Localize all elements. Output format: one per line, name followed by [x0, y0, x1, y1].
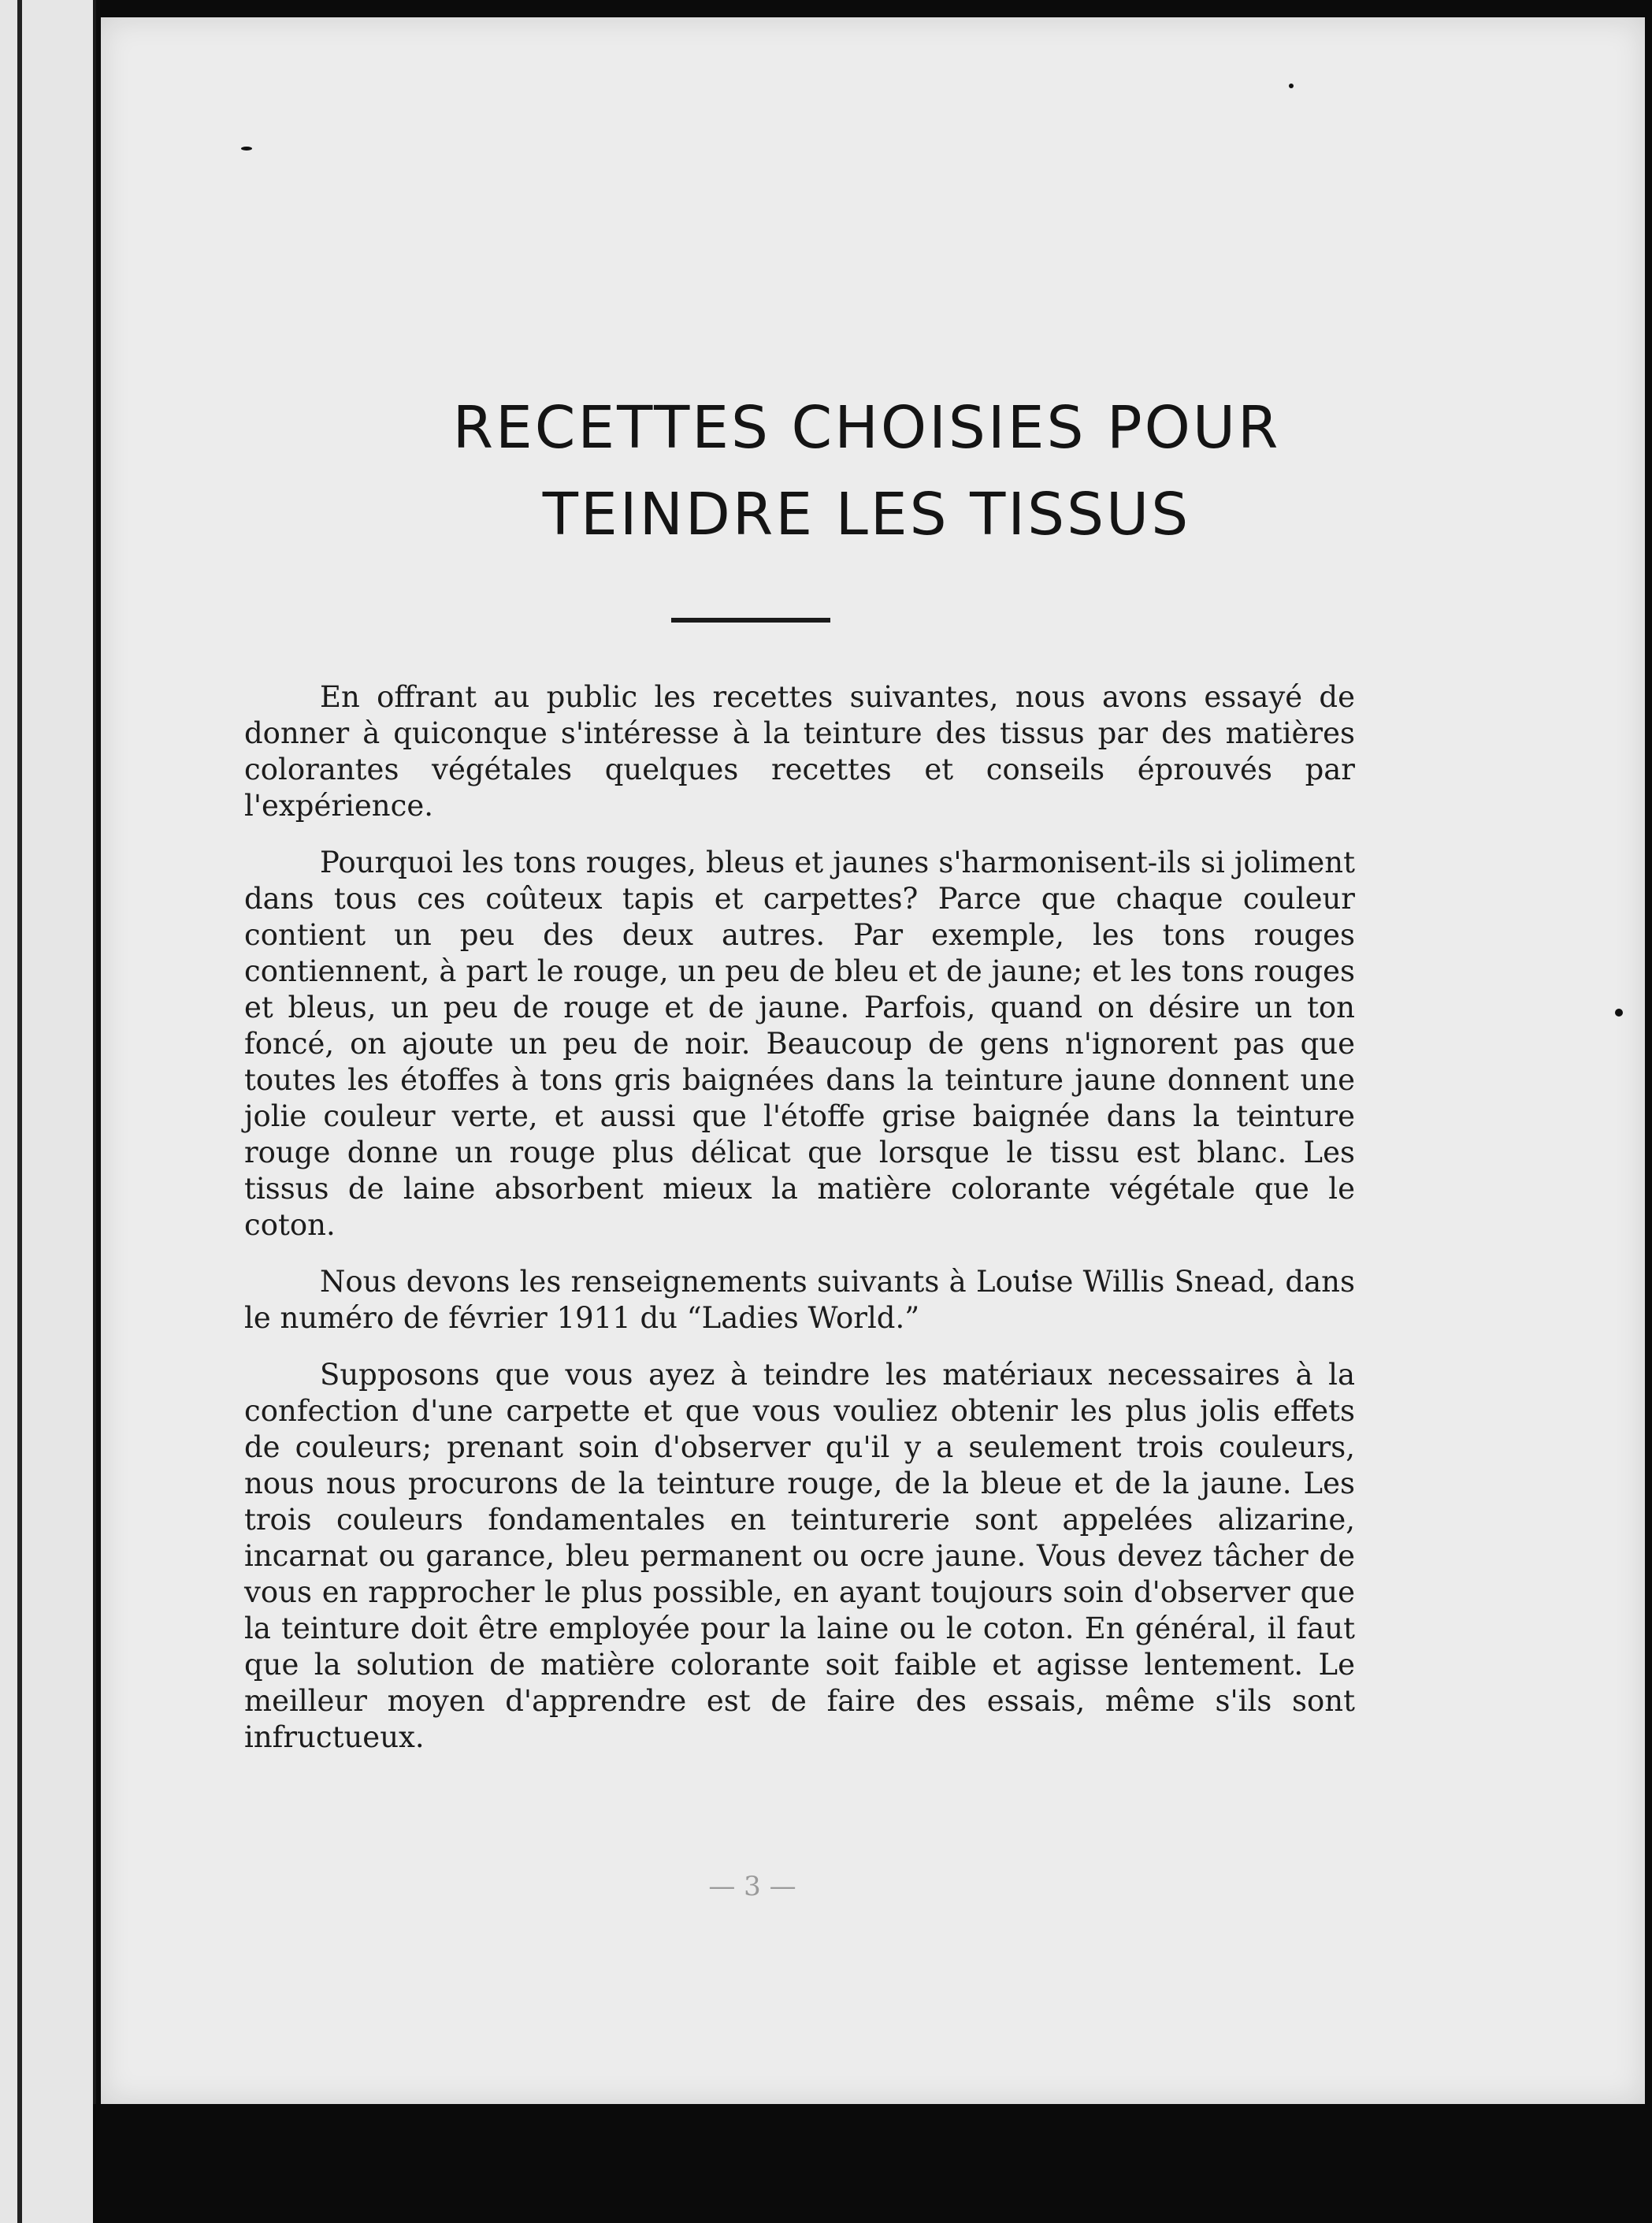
page-title [284, 385, 1450, 558]
paragraph-3: Nous devons les renseignements suivants à Louise Willis Snead, dans le numéro de février 1911 du “Ladies World.” [244, 1265, 1355, 1335]
scan-speck [241, 147, 252, 151]
title-line-1: RECETTES CHOISIES POUR [452, 394, 1281, 462]
scan-border [93, 2104, 1652, 2223]
title-line-2: TEINDRE LES TISSUS [542, 481, 1191, 548]
page-number: — 3 — [708, 1871, 796, 1902]
binding-spine [17, 0, 22, 2223]
paragraph-1: En offrant au public les recettes suivantes, nous avons essayé de donner à quiconque s'intéresse à la teinture des tissus par des matières colorantes végétales quelques recettes et conseils éprouvés par l'expérience. [244, 680, 1355, 823]
paragraph-4: Supposons que vous ayez à teindre les matériaux necessaires à la confection d'une carpette et que vous vouliez obtenir les plus jolis effets de couleurs; prenant soin d'observer qu'il y a seulement trois couleurs, nous nous procurons de la teinture rouge, de la bleue et de la jaune. Les trois couleurs fondamentales en teinturerie sont appelées alizarine, incarnat ou garance, bleu permanent ou ocre jaune. Vous devez tâcher de vous en rapprocher le plus possible, en ayant toujours soin d'observer que la teinture doit être employée pour la laine ou le coton. En général, il faut que la solution de matière colorante soit faible et agisse lentement. Le meilleur moyen d'apprendre est de faire des essais, même s'ils sont infructueux. [244, 1358, 1355, 1754]
adjacent-page-strip [0, 0, 96, 2223]
scan-speck [1289, 84, 1294, 88]
scan-speck [1615, 1009, 1623, 1017]
body-text [244, 679, 1355, 1776]
paragraph-2: Pourquoi les tons rouges, bleus et jaunes s'harmonisent-ils si joliment dans tous ces coûteux tapis et carpettes? Parce que chaque couleur contient un peu des deux autres. Par exemple, les tons rouges contiennent, à part le rouge, un peu de bleu et de jaune; et les tons rouges et bleus, un peu de rouge et de jaune. Parfois, quand on désire un ton foncé, on ajoute un peu de noir. Beaucoup de gens n'ignorent pas que toutes les étoffes à tons gris baignées dans la teinture jaune donnent une jolie couleur verte, et aussi que l'étoffe grise baignée dans la teinture rouge donne un rouge plus délicat que lorsque le tissu est blanc. Les tissus de laine absorbent mieux la matière colorante végétale que le coton. [244, 846, 1355, 1242]
title-divider [671, 618, 830, 623]
